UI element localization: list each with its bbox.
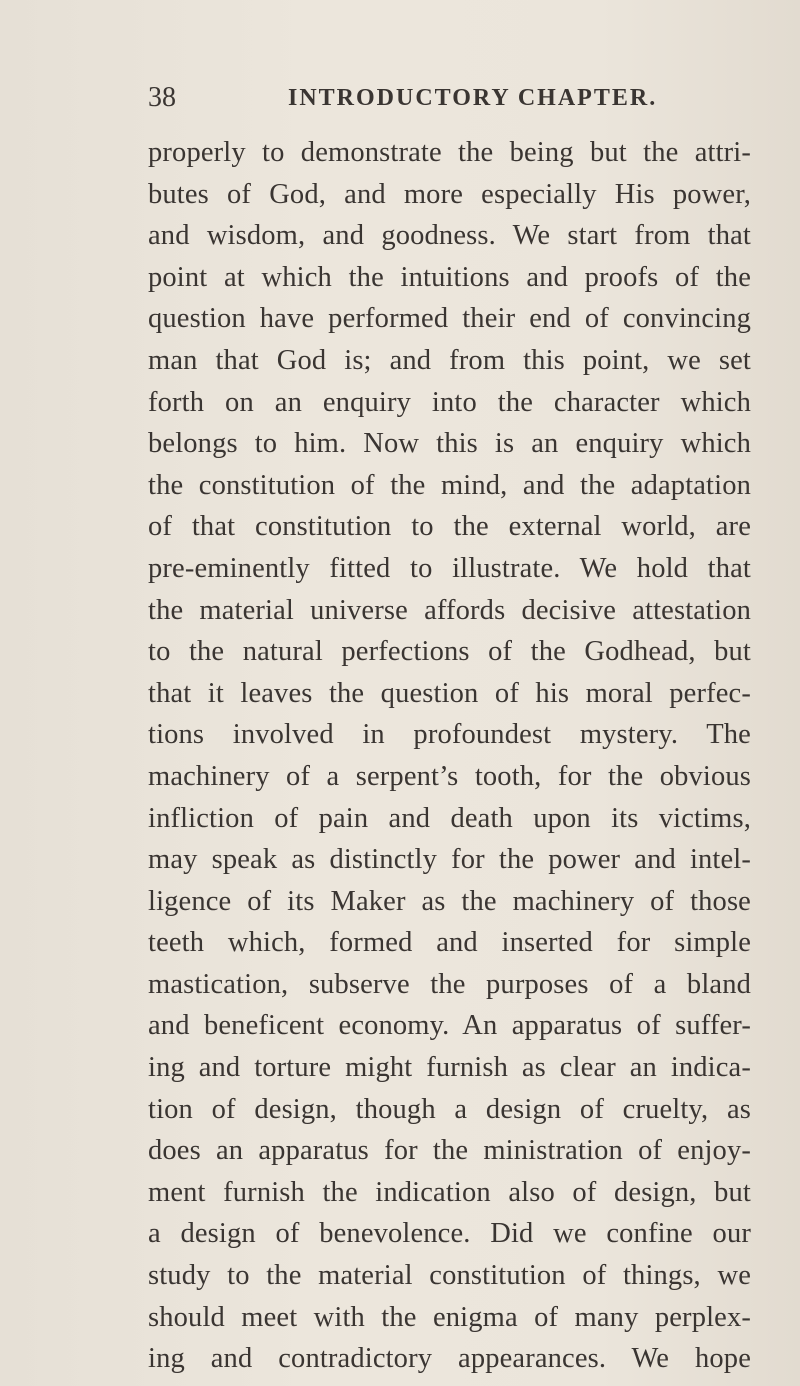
text-line: and beneficent economy. An apparatus of suffer-: [148, 1010, 751, 1042]
text-line: forth on an enquiry into the character which: [148, 386, 751, 418]
text-line: ing and contradictory appearances. We hope: [148, 1343, 751, 1375]
text-line: should meet with the enigma of many perplex-: [148, 1301, 751, 1333]
text-line: and wisdom, and goodness. We start from that: [148, 220, 751, 252]
text-line: belongs to him. Now this is an enquiry which: [148, 428, 751, 460]
text-line: a design of benevolence. Did we confine our: [148, 1218, 751, 1250]
body-text: [148, 132, 751, 1380]
text-line: infliction of pain and death upon its victims,: [148, 802, 751, 834]
text-line: butes of God, and more especially His power,: [148, 178, 751, 210]
text-line: study to the material constitution of things, we: [148, 1260, 751, 1292]
text-line: man that God is; and from this point, we set: [148, 344, 751, 376]
text-line: teeth which, formed and inserted for simple: [148, 927, 751, 959]
text-line: tions involved in profoundest mystery. The: [148, 719, 751, 751]
text-line: the material universe affords decisive attestation: [148, 594, 751, 626]
text-line: ligence of its Maker as the machinery of those: [148, 885, 751, 917]
text-line: the constitution of the mind, and the adaptation: [148, 469, 751, 501]
text-line: may speak as distinctly for the power and intel-: [148, 844, 751, 876]
text-line: ment furnish the indication also of design, but: [148, 1176, 751, 1208]
running-head: INTRODUCTORY CHAPTER.: [288, 85, 658, 111]
text-line: of that constitution to the external world, are: [148, 511, 751, 543]
text-line: does an apparatus for the ministration of enjoy-: [148, 1135, 751, 1167]
text-line: question have performed their end of convincing: [148, 303, 751, 335]
text-line: properly to demonstrate the being but the attri-: [148, 137, 751, 168]
text-line: ing and torture might furnish as clear an indica-: [148, 1052, 751, 1084]
text-line: that it leaves the question of his moral perfec-: [148, 677, 751, 709]
text-line: machinery of a serpent’s tooth, for the obvious: [148, 760, 751, 792]
page-number: 38: [148, 82, 176, 113]
text-line: point at which the intuitions and proofs of the: [148, 261, 751, 293]
text-line: pre-eminently fitted to illustrate. We hold that: [148, 552, 751, 584]
text-line: to the natural perfections of the Godhead, but: [148, 636, 751, 668]
text-line: mastication, subserve the purposes of a bland: [148, 968, 751, 1000]
text-line: tion of design, though a design of cruelty, as: [148, 1093, 751, 1125]
page-header: [148, 84, 748, 124]
